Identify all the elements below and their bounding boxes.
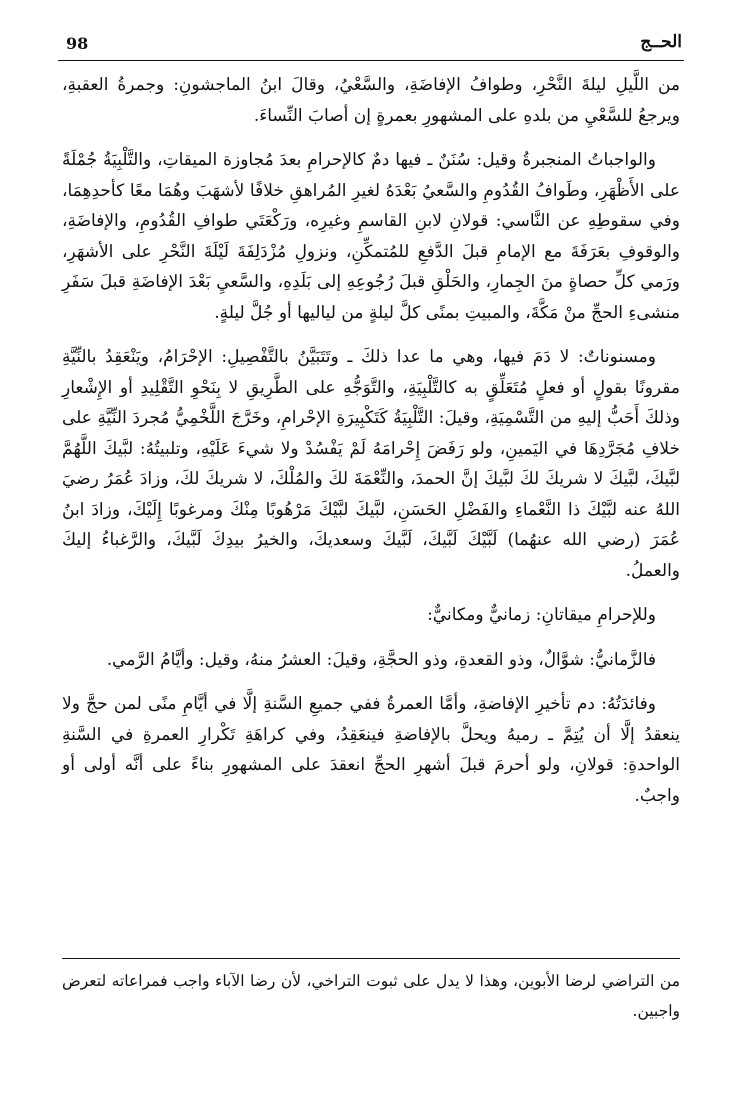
running-header: [58, 32, 684, 61]
chapter-title: الحــج: [640, 32, 682, 52]
main-text: [62, 70, 680, 811]
paragraph: فالزَّمانيُّ: شوَّالٌ، وذو القعدةِ، وذو الحجَّةِ، وقيلَ: العشرُ منهُ، وقيل: وأيَّامُ الرَّمي.: [106, 649, 656, 670]
paragraph: وفائدَتُهُ: دم تأخيرِ الإفاضةِ، وأمَّا العمرةُ ففي جميعِ السَّنةِ إلَّا في أيَّامِ منًى لمن حجَّ ولا ينعقدُ إلَّا أن يُتِمَّ ـ رميهُ ويحلَّ بالإفاضةِ فينعَقِدُ، وفي كراهَةِ تَكْرارِ العمرةِ في السَّنةِ الواحدةِ: قولانِ، ولو أحرمَ قبلَ أشهرِ الحجِّ انعقدَ على المشهورِ بناءً على أنَّه أولى أو واجبٌ.: [62, 694, 680, 806]
footnote-divider: [62, 958, 680, 959]
paragraph: من اللَّيلِ ليلةَ النَّحْرِ، وطوافُ الإفاضَةِ، والسَّعْيُ، وقالَ ابنُ الماجشونِ: وجمرةُ العقبةِ، ويرجعُ للسَّعْيِ من بلدهِ على المشهورِ بعمرةٍ إن أصابَ النِّساءَ.: [62, 75, 680, 126]
page-number: 98: [66, 34, 89, 53]
paragraph: ومسنوناتٌ: لا دَمَ فيها، وهي ما عدا ذلكَ ـ وتَتَبَيَّنُ بالتَّفْصِيلِ: الإحْرَامُ، ويَنْعَقِدُ بالنِّيَّةِ مقرونًا بقولٍ أو فعلٍ مُتَعَلِّقٍ به كالتَّلْبِيَةِ، والتَّوَجُّهِ على الطَّرِيقِ لا بِنَحْوِ التَّقْلِيدِ أو الإِشْعارِ وذلكَ أَحَبُّ إليهِ من التَّسْمِيَةِ، وقيلَ: التَّلْبِيَةُ كَتَكْبِيرَةِ الإحْرامِ، وخَرَّجَ اللَّخْمِيُّ مُجردَ النِّيَّةِ على خلافِ مُجَرَّدِهَا في اليَمينِ، ولو رَفَضَ إِحْرامَهُ لَمْ يَفْسُدْ ولا شيءَ عَلَيْهِ، وتلبيتُهُ: لبَّيكَ اللَّهُمَّ لبَّيكَ، لبَّيكَ لا شريكَ لكَ لبَّيكَ إنَّ الحمدَ، والنِّعْمَةَ لكَ والمُلْكَ، لا شريكَ لكَ، وزادَ عُمَرُ رضيَ اللهُ عنه لبَّيْكَ ذا النَّعْماءِ والفَضْلِ الحَسَنِ، لبَّيكَ لبَّيْكَ مَرْهُوبًا مِنْكَ ومرغوبًا إِلَيْكَ، وزادَ ابنُ عُمَرَ (رضي الله عنهُما) لَبَّيْكَ لَبَّيكَ، لَبَّيكَ وسعديكَ، والخيرُ بيدِكَ لَبَّيكَ، والرَّغباءُ إليكَ والعملُ.: [62, 347, 680, 581]
paragraph: وللإحرامِ ميقاتانِ: زمانيٌّ ومكانيٌّ:: [427, 605, 656, 625]
paragraph: والواجباتُ المنجبرةُ وقيل: سُنَنٌ ـ فيها دمٌ كالإحرامِ بعدَ مُجاوزة الميقاتِ، والتَّلْبِيَةُ جُمْلَةً على الأَظْهَرِ، وطَوافُ القُدُومِ والسَّعيُ بَعْدَهُ لغيرِ المُراهقِ خلافًا لأشهَبَ وهُمَا معًا كأحدِهِمَا، وفي سقوطِهِ عن النَّاسي: قولانِ لابنِ القاسمِ وغيرِه، ورَكْعَتَي طوافِ القُدُومِ، والإفاضَةِ، والوقوفِ بعَرَفَةَ مع الإمامِ قبلَ الدَّفعِ للمُتمكِّنِ، ونزولِ مُزْدَلِفَةَ لَيْلَةَ النَّحْرِ على الأشهَرِ، ورَمي كلِّ حصاةٍ منَ الجِمارِ، والحَلْقِ قبلَ رُجُوعِهِ إلى بَلَدِهِ، والسَّعيِ بَعْدَ الإفاضَةِ قبلَ سَفَرِ منشىءِ الحجِّ منْ مَكَّةَ، والمبيتِ بمنًى كلَّ ليلةٍ من لياليها أو جُلَّ ليلةٍ.: [62, 150, 680, 323]
footnote: من التراضي لرضا الأبوين، وهذا لا يدل على ثبوت التراخي، لأن رضا الآباء واجب فمراعاته لتعرض واجبين.: [62, 972, 680, 1020]
